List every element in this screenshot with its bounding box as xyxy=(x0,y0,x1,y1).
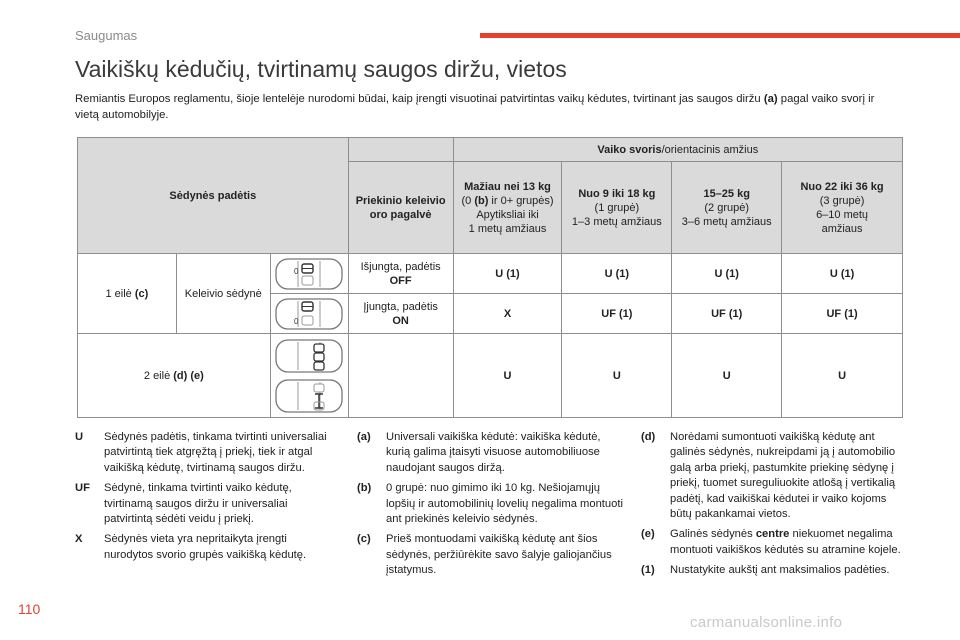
legend-u: U Sėdynės padėtis, tinkama tvirtinti universaliai patvirtintą tiek atgręžtą į priekį, tiek ir atgal vaikišką kėdutę, tvirtinamą saugos diržu. xyxy=(75,431,327,474)
value-cell: X xyxy=(453,294,562,334)
group-3-header: Nuo 22 iki 36 kg (3 grupė) 6–10 metų amžiaus xyxy=(782,162,903,254)
blank-header xyxy=(348,138,453,162)
group-1-header: Nuo 9 iki 18 kg (1 grupė) 1–3 metų amžiaus xyxy=(562,162,672,254)
svg-text:0: 0 xyxy=(294,266,299,276)
group-2-header: 15–25 kg (2 grupė) 3–6 metų amžiaus xyxy=(672,162,782,254)
svg-text:0: 0 xyxy=(294,316,299,326)
footnotes-middle xyxy=(357,430,627,584)
value-cell: U xyxy=(672,334,782,418)
footnotes-right xyxy=(641,430,903,584)
legend-notes-left xyxy=(75,430,335,568)
value-cell: U (1) xyxy=(672,254,782,294)
car-airbag-on-icon xyxy=(270,294,348,334)
intro-paragraph xyxy=(75,91,895,123)
value-cell: U (1) xyxy=(562,254,672,294)
section-accent-bar xyxy=(480,33,960,38)
value-cell: UF (1) xyxy=(562,294,672,334)
value-cell: U xyxy=(453,334,562,418)
legend-uf: UF Sėdynė, tinkama tvirtinti vaiko kėdutę, tvirtinamą saugos diržu ir universaliai patvirtintą sėdėti veidu į priekį. xyxy=(75,482,292,526)
footnote-c: (c) Prieš montuodami vaikišką kėdutę ant šios sėdynės, peržiūrėkite savo šalyje galiojančius įstatymus. xyxy=(357,533,612,577)
footnote-e: (e) Galinės sėdynės centre niekuomet negalima montuoti vaikiškos kėdutės su atramine kojele. xyxy=(641,528,901,556)
footnote-d: (d) Norėdami sumontuoti vaikišką kėdutę ant galinės sėdynės, nukreipdami ją į automobilio galą arba priekį, pastumkite priekinę sėdynę į priekį, tuomet sureguliuokite atlošą į vertikalią padėtį, kad vaikiškai kėdutei ir vaiko kojoms būtų pakankamai vietos. xyxy=(641,431,896,521)
row1-seat: Keleivio sėdynė xyxy=(176,254,270,334)
value-cell: U xyxy=(562,334,672,418)
car-rear-seats-icon xyxy=(270,334,348,418)
footnote-1: (1) Nustatykite aukštį ant maksimalios padėties. xyxy=(641,564,890,577)
value-cell: U xyxy=(782,334,903,418)
footnote-b: (b) 0 grupė: nuo gimimo iki 10 kg. Nešiojamųjų lopšių ir automobilinių lovelių negalima montuoti ant priekinės keleivio sėdynės. xyxy=(357,482,623,526)
value-cell: UF (1) xyxy=(782,294,903,334)
row2-label: 2 eilė (d) (e) xyxy=(78,334,271,418)
airbag-off-label: Išjungta, padėtis OFF xyxy=(348,254,453,294)
airbag-header: Priekinio keleivio oro pagalvė xyxy=(348,162,453,254)
page-title: Vaikiškų kėdučių, tvirtinamų saugos diržu, vietos xyxy=(75,56,567,82)
child-weight-header: Vaiko svoris/orientacinis amžius xyxy=(453,138,902,162)
footnote-a: (a) Universali vaikiška kėdutė: vaikiška kėdutė, kurią galima įtaisyti visuose automobiliuose naudojant saugos diržą. xyxy=(357,431,601,474)
empty-cell xyxy=(348,334,453,418)
intro-text-end: pagal vaiko svorį ir vietą automobilyje. xyxy=(75,93,875,121)
intro-text: Remiantis Europos reglamentu, šioje lentelėje nurodomi būdai, kaip įrengti visuotinai patvirtintas vaikų kėdutes, tvirtinant jas saugos diržu xyxy=(75,93,764,105)
intro-ref-a: (a) xyxy=(763,93,778,105)
group-0-header: Mažiau nei 13 kg (0 (b) ir 0+ grupės) Apytiksliai iki 1 metų amžiaus xyxy=(453,162,562,254)
value-cell: UF (1) xyxy=(672,294,782,334)
seat-position-header: Sėdynės padėtis xyxy=(78,138,349,254)
row1-label: 1 eilė (c) xyxy=(78,254,177,334)
value-cell: U (1) xyxy=(782,254,903,294)
legend-x: X Sėdynės vieta yra nepritaikyta įrengti nurodytos svorio grupės vaikišką kėdutę. xyxy=(75,533,307,561)
car-airbag-off-icon xyxy=(270,254,348,294)
child-seat-table xyxy=(77,137,903,418)
airbag-on-label: Įjungta, padėtis ON xyxy=(348,294,453,334)
section-label: Saugumas xyxy=(75,28,138,43)
page-number: 110 xyxy=(18,601,41,617)
value-cell: U (1) xyxy=(453,254,562,294)
watermark: carmanualsonline.info xyxy=(690,614,843,631)
